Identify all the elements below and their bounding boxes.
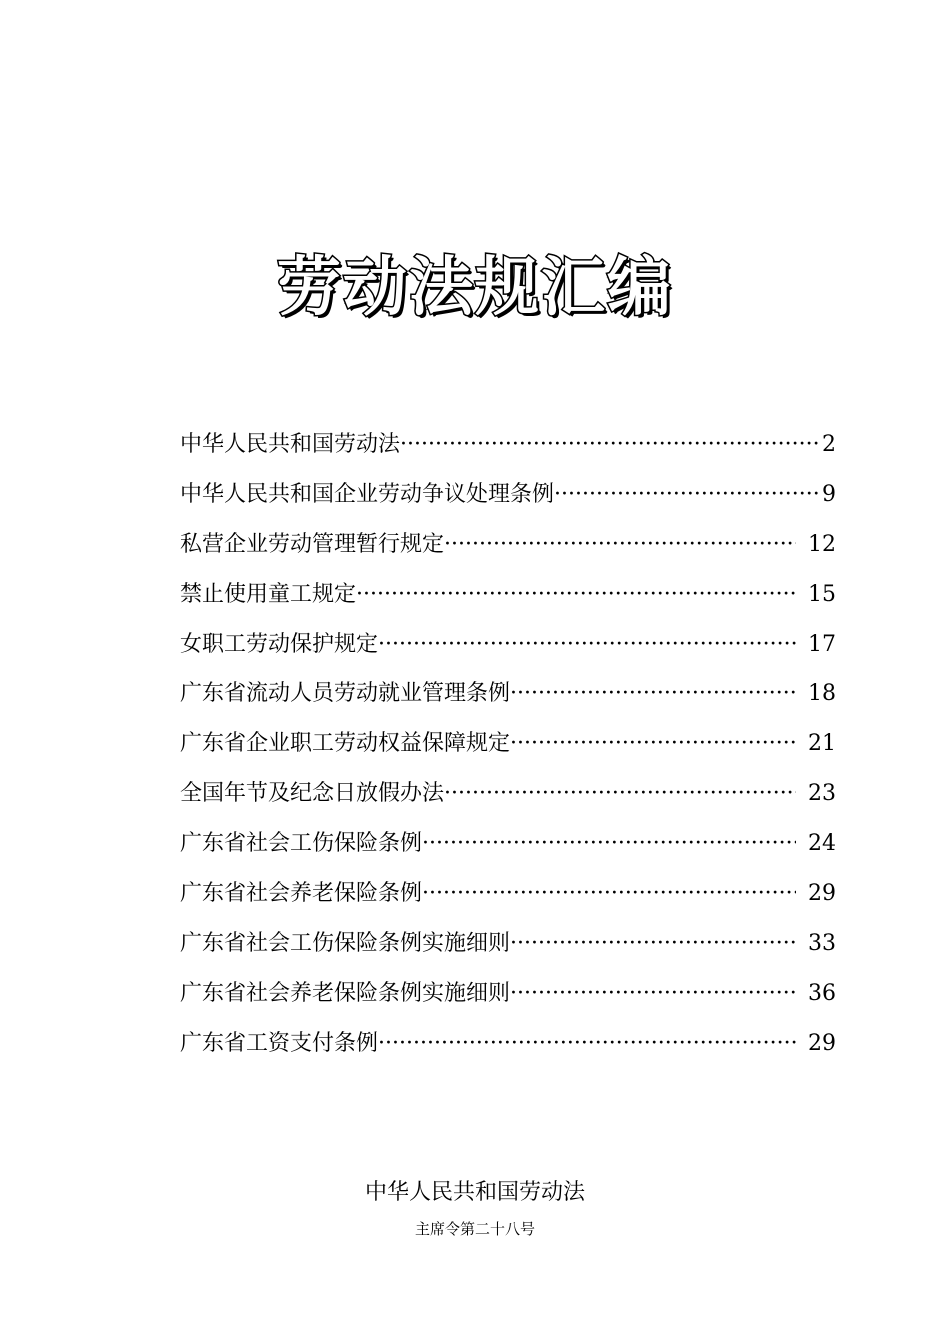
toc-entry[interactable] — [180, 525, 836, 575]
toc-entry-page: 18 — [808, 681, 836, 707]
toc-leader-dots — [356, 575, 796, 615]
toc-entry-page: 36 — [808, 980, 836, 1006]
law-heading: 中华人民共和国劳动法 — [364, 1180, 585, 1205]
toc-entry-label: 全国年节及纪念日放假办法 — [180, 781, 445, 807]
toc-entry-label: 中华人民共和国劳动法 — [180, 432, 401, 457]
toc-entry-label: 中华人民共和国企业劳动争议处理条例 — [180, 481, 555, 507]
toc-entry[interactable] — [180, 924, 836, 974]
toc-entry-label: 广东省社会工伤保险条例 — [180, 831, 423, 857]
toc-leader-dots — [554, 475, 820, 515]
toc-entry-label: 广东省工资支付条例 — [180, 1030, 379, 1056]
toc-leader-dots — [510, 974, 796, 1014]
toc-entry-page: 24 — [808, 831, 836, 857]
toc-entry-label: 广东省社会养老保险条例 — [180, 881, 423, 907]
toc-entry-label: 广东省社会工伤保险条例实施细则 — [180, 930, 511, 956]
toc-entry[interactable] — [180, 824, 836, 874]
toc-entry-page: 21 — [808, 731, 836, 757]
toc-leader-dots — [444, 525, 796, 565]
toc-entry-page: 33 — [808, 930, 836, 956]
toc-leader-dots — [444, 774, 796, 814]
toc-entry[interactable] — [180, 1024, 836, 1074]
toc-leader-dots — [510, 724, 796, 764]
toc-entry-label: 女职工劳动保护规定 — [180, 631, 379, 657]
toc-entry-label: 私营企业劳动管理暂行规定 — [180, 531, 445, 557]
table-of-contents — [180, 425, 836, 1074]
toc-leader-dots — [422, 874, 796, 914]
toc-entry-page: 29 — [808, 1030, 836, 1056]
toc-leader-dots — [510, 924, 796, 964]
toc-entry-label: 广东省社会养老保险条例实施细则 — [180, 980, 511, 1006]
toc-entry[interactable] — [180, 874, 836, 924]
toc-entry[interactable] — [180, 575, 836, 625]
toc-leader-dots — [400, 425, 820, 465]
toc-leader-dots — [378, 625, 796, 665]
toc-entry[interactable] — [180, 674, 836, 724]
toc-leader-dots — [510, 674, 796, 714]
toc-entry[interactable] — [180, 774, 836, 824]
toc-entry[interactable] — [180, 475, 836, 525]
toc-entry[interactable] — [180, 425, 836, 475]
toc-entry-page: 2 — [822, 432, 836, 457]
toc-entry-label: 广东省企业职工劳动权益保障规定 — [180, 731, 511, 757]
toc-entry-page: 15 — [808, 581, 836, 607]
toc-entry-page: 29 — [808, 881, 836, 907]
toc-entry-label: 广东省流动人员劳动就业管理条例 — [180, 681, 511, 707]
toc-entry-label: 禁止使用童工规定 — [180, 581, 357, 607]
toc-entry[interactable] — [180, 974, 836, 1024]
toc-entry-page: 9 — [822, 481, 836, 507]
toc-entry[interactable] — [180, 625, 836, 675]
toc-leader-dots — [378, 1024, 796, 1064]
toc-entry[interactable] — [180, 724, 836, 774]
toc-entry-page: 23 — [808, 781, 836, 807]
toc-leader-dots — [422, 824, 796, 864]
toc-entry-page: 12 — [808, 531, 836, 557]
document-title: 劳动法规汇编 — [277, 251, 673, 325]
decree-subheading: 主席令第二十八号 — [414, 1220, 535, 1238]
toc-entry-page: 17 — [808, 631, 836, 657]
